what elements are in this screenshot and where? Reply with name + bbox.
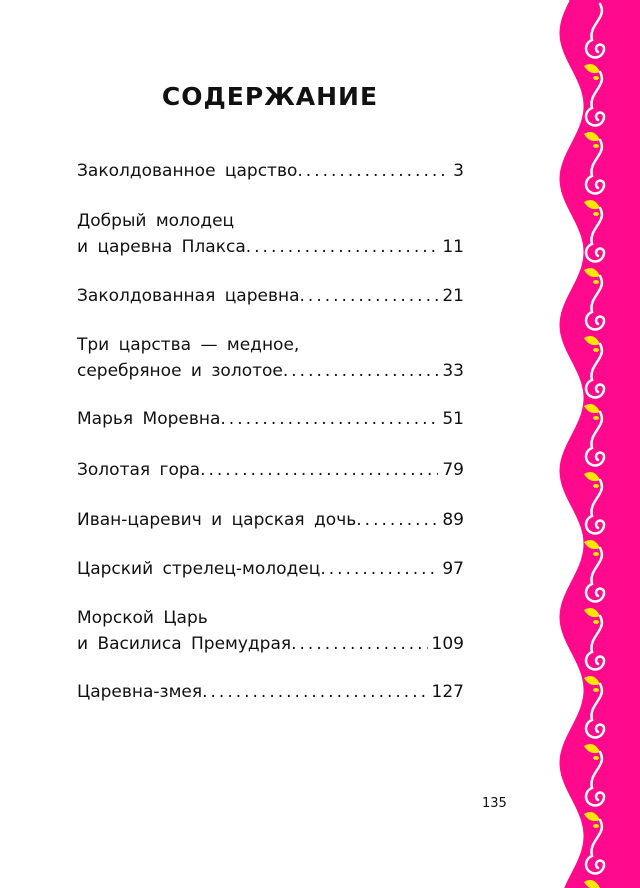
drop-icon [593,824,599,828]
page-number: 135 [482,796,507,811]
drop-icon [593,484,599,488]
dot-leader [202,679,427,705]
dot-leader [356,507,438,533]
drop-icon [593,348,599,352]
toc-entry-page: 79 [442,460,464,480]
toc-entry-page: 127 [431,682,464,702]
magenta-wave-band [558,0,640,888]
dot-leader [200,457,438,483]
dot-leader [300,283,439,309]
dot-leader [291,631,427,657]
toc-entry [77,507,464,533]
toc-entry-title: Морской Царь [77,608,208,628]
dot-leader [320,556,438,582]
drop-icon [593,280,599,284]
toc-entry-page: 11 [442,237,464,257]
drop-icon [593,688,599,692]
dot-leader [246,234,439,260]
toc-entry [77,556,464,582]
toc-entry-page: 33 [442,361,464,381]
dot-leader [283,358,439,384]
toc-entry-page: 21 [442,286,464,306]
drop-icon [593,76,599,80]
dot-leader [220,406,438,432]
toc-entry-page: 51 [442,409,464,429]
toc-entry [77,406,464,432]
toc-entry-title: серебряное и золотое [77,361,283,381]
decorative-border [540,0,640,888]
toc-entry [77,283,464,309]
toc-entry-title: Царский стрелец-молодец [77,559,321,579]
toc-entry-page: 89 [442,510,464,530]
toc-entry-page: 3 [453,161,464,181]
drop-icon [593,552,599,556]
drop-icon [593,620,599,624]
toc-entry-page: 109 [431,634,464,654]
toc-entry [77,679,464,705]
toc-entry-title: Царевна-змея [77,682,203,702]
dot-leader [297,158,449,184]
toc-entry-title: Заколдованная царевна [77,286,300,306]
toc-entry [77,332,464,384]
toc-entry-page: 97 [442,559,464,579]
toc-entry-title: Марья Моревна [77,409,221,429]
toc-entry [77,605,464,657]
toc-entry-title: Три царства — медное, [77,335,300,355]
toc-entry [77,457,464,483]
toc-entry-title: и царевна Плакса [77,237,246,257]
drop-icon [593,212,599,216]
toc-entry-title: Добрый молодец [77,211,235,231]
toc-entry-title: Золотая гора [77,460,201,480]
toc-entry [77,208,464,260]
drop-icon [593,416,599,420]
drop-icon [593,756,599,760]
toc-entry-title: Заколдованное царство [77,161,298,181]
page-title: СОДЕРЖАНИЕ [161,82,379,111]
toc-entry-title: и Василиса Премудрая [77,634,292,654]
toc-entry [77,158,464,184]
drop-icon [593,144,599,148]
toc-entry-title: Иван-царевич и царская дочь [77,510,357,530]
